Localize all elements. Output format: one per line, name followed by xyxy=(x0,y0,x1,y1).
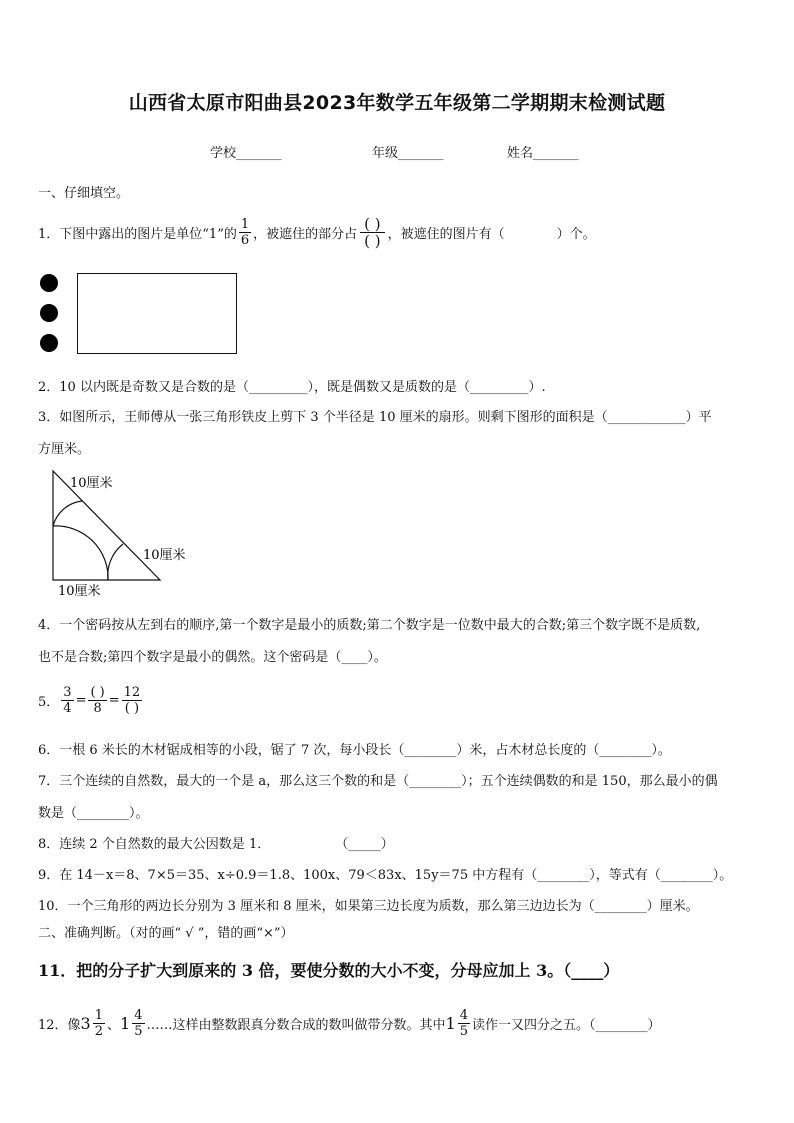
q1-text-mid: ，被遮住的部分占 xyxy=(253,226,358,242)
question-4-line2: 也不是合数;第四个数字是最小的偶然。这个密码是（____）。 xyxy=(38,650,387,665)
q12-m2-num: 4 xyxy=(134,1007,143,1023)
question-1 xyxy=(38,212,596,252)
q1-fraction-num: 1 xyxy=(240,216,250,232)
label-top: 10厘米 xyxy=(70,476,113,491)
q12-m2-den: 5 xyxy=(134,1023,143,1039)
q1-text-post: ，被遮住的图片有（ ）个。 xyxy=(387,226,596,242)
cover-rectangle xyxy=(77,273,237,354)
question-2: 2．10 以内既是奇数又是合数的是（_________），既是偶数又是质数的是（_________）. xyxy=(38,380,546,395)
q5-b-num: ( ) xyxy=(90,684,105,700)
question-6: 6．一根 6 米长的木材锯成相等的小段，锯了 7 次，每小段长（________）米，占木材总长度的（________）。 xyxy=(38,743,671,758)
q5-a-num: 3 xyxy=(63,684,72,700)
q12-m1-num: 1 xyxy=(94,1007,104,1023)
q5-c-num: 12 xyxy=(123,684,141,700)
q5-equals-2: = xyxy=(108,692,120,708)
q12-text-post: 读作一又四分之五。（________） xyxy=(471,1017,661,1033)
q12-m3-num: 4 xyxy=(459,1007,468,1023)
q5-label: 5． xyxy=(38,694,60,710)
circle-icon xyxy=(40,304,58,322)
triangle-figure xyxy=(40,468,210,598)
question-11: 11．把的分子扩大到原来的 3 倍，要使分数的大小不变，分母应加上 3。（____） xyxy=(38,961,620,980)
q5-c-den: ( ) xyxy=(124,700,140,716)
question-7-line1: 7．三个连续的自然数，最大的一个是 a，那么这三个数的和是（________）；五个连续偶数的和是 150，那么最小的偶 xyxy=(38,774,718,789)
q12-m3-den: 5 xyxy=(459,1023,468,1039)
label-bottom: 10厘米 xyxy=(58,584,101,598)
label-right: 10厘米 xyxy=(143,548,186,563)
question-8: 8．连续 2 个自然数的最大公因数是 1． （_____） xyxy=(38,837,394,852)
sector-arc-top xyxy=(53,501,82,526)
q12-mixed3-whole: 1 xyxy=(445,1013,456,1033)
question-4-line1: 4．一个密码按从左到右的顺序,第一个数字是最小的质数;第二个数字是一位数中最大的合数;第三个数字既不是质数, xyxy=(38,618,701,633)
q12-mixed3-fraction xyxy=(458,1008,470,1039)
q5-b-den: 8 xyxy=(93,700,102,716)
question-9: 9．在 14－x＝8、7×5＝35、x÷0.9＝1.8、100x、79＜83x、15y＝75 中方程有（________），等式有（________）。 xyxy=(38,868,733,883)
question-3-line1: 3．如图所示，王师傅从一张三角形铁皮上剪下 3 个半径是 10 厘米的扇形。则剩下图形的面积是（____________）平 xyxy=(38,410,712,425)
q5-fraction-a xyxy=(61,685,73,716)
q12-mixed1-whole: 3 xyxy=(80,1013,91,1033)
q12-mixed1-fraction xyxy=(93,1008,105,1039)
question-12 xyxy=(38,1003,661,1043)
q5-equals-1: = xyxy=(75,692,87,708)
q1-blank-num: ( ) xyxy=(360,216,384,233)
page-title: 山西省太原市阳曲县2023年数学五年级第二学期期末检测试题 xyxy=(128,92,666,114)
sector-arc-right xyxy=(108,544,123,580)
q1-fraction-den: 6 xyxy=(240,232,250,248)
name-field: 姓名_______ xyxy=(507,146,579,161)
q5-a-den: 4 xyxy=(63,700,72,716)
q12-m1-den: 2 xyxy=(94,1023,104,1039)
q12-mixed2-whole: 1 xyxy=(120,1013,131,1033)
question-5 xyxy=(38,680,144,720)
circle-icon xyxy=(40,274,58,292)
q5-fraction-b xyxy=(88,685,106,716)
q12-text-mid: ……这样由整数跟真分数合成的数叫做带分数。其中 xyxy=(146,1017,446,1033)
section-heading-1: 一、仔细填空。 xyxy=(38,186,130,201)
grade-field: 年级_______ xyxy=(372,146,444,161)
section-heading-2: 二、准确判断。（对的画“ √ ”，错的画“×”） xyxy=(38,926,294,941)
q12-mixed2-fraction xyxy=(132,1008,144,1039)
question-3-line2: 方厘米。 xyxy=(38,442,91,457)
q1-blank-den: ( ) xyxy=(364,231,381,250)
sector-arc-left xyxy=(53,526,108,580)
school-field: 学校_______ xyxy=(210,146,282,161)
circle-icon xyxy=(40,334,58,352)
question-10: 10．一个三角形的两边长分别为 3 厘米和 8 厘米，如果第三边长度为质数，那么第三边边长为（________）厘米。 xyxy=(38,899,699,914)
q1-text-pre: 1．下图中露出的图片是单位“1”的 xyxy=(38,226,237,242)
q12-text-pre: 12．像 xyxy=(38,1017,81,1033)
q5-fraction-c xyxy=(122,685,143,716)
question-7-line2: 数是（________）。 xyxy=(38,806,149,821)
q1-fraction xyxy=(239,217,251,248)
q12-separator: 、 xyxy=(107,1017,121,1033)
q1-blank-fraction xyxy=(360,216,384,249)
